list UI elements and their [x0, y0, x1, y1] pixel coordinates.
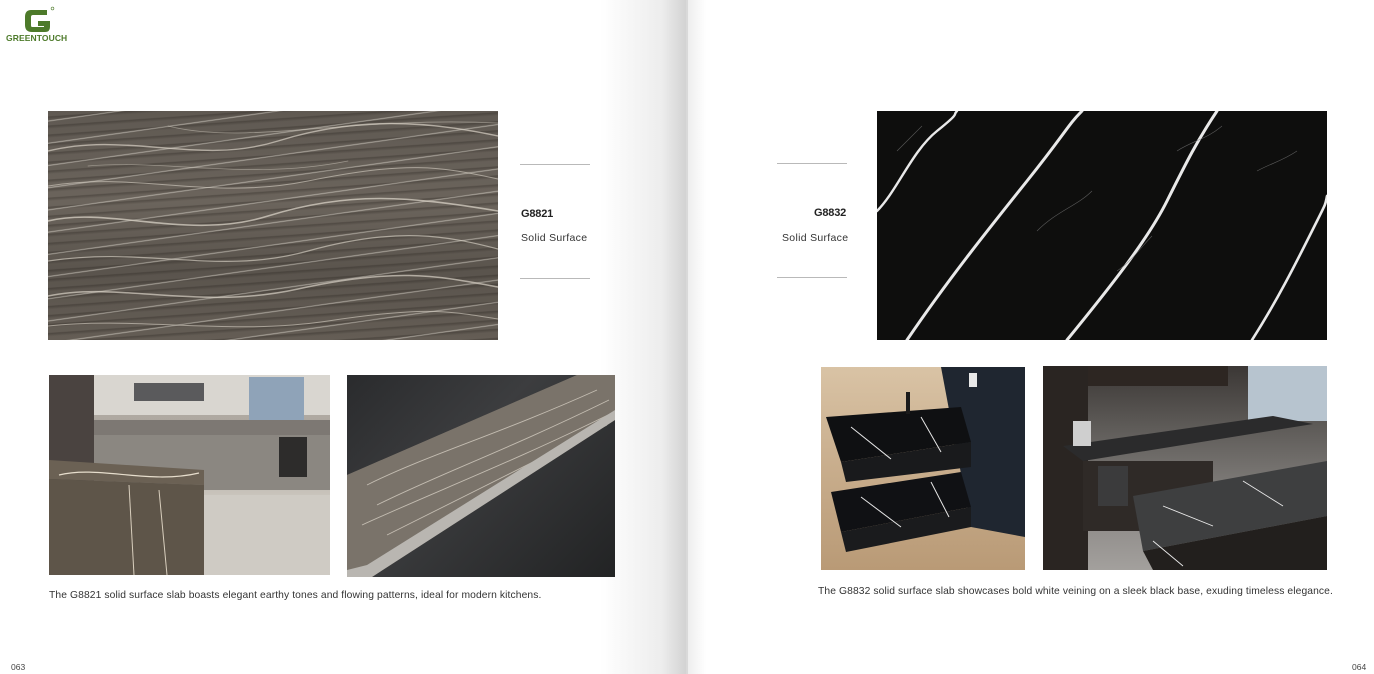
g8832-slab-image — [877, 111, 1327, 340]
g8821-slab-closeup-photo — [347, 375, 615, 577]
product-type-left: Solid Surface — [521, 232, 588, 244]
product-code-g8832: G8832 — [814, 207, 847, 219]
g8832-kitchen-photo — [1043, 366, 1327, 570]
right-page-shadow — [688, 0, 706, 674]
g8832-sink-photo — [821, 367, 1025, 570]
bottom-rule-left — [520, 278, 590, 279]
bottom-rule-right — [777, 277, 847, 278]
product-type-right: Solid Surface — [782, 232, 849, 244]
slab-closeup-scene — [347, 375, 615, 577]
brand-logo — [5, 6, 75, 46]
top-rule-right — [777, 163, 847, 164]
caption-left: The G8821 solid surface slab boasts elegant earthy tones and flowing patterns, ideal for modern kitchens. — [49, 590, 542, 601]
page-number-left: 063 — [11, 662, 26, 672]
g8832-veins — [877, 111, 1327, 340]
top-rule-left — [520, 164, 590, 165]
logo-g-icon — [21, 6, 55, 36]
kitchen-scene-left — [49, 375, 330, 575]
kitchen-scene-right — [1043, 366, 1327, 570]
g8821-kitchen-photo — [49, 375, 330, 575]
page-number-right: 064 — [1352, 662, 1367, 672]
product-code-g8821: G8821 — [521, 208, 554, 220]
g8821-veins — [48, 111, 498, 340]
sink-scene — [821, 367, 1025, 570]
g8821-slab-image — [48, 111, 498, 340]
caption-right: The G8832 solid surface slab showcases bold white veining on a sleek black base, exuding timeless elegance. — [818, 586, 1333, 597]
logo-text: GREENTOUCH — [6, 33, 68, 43]
